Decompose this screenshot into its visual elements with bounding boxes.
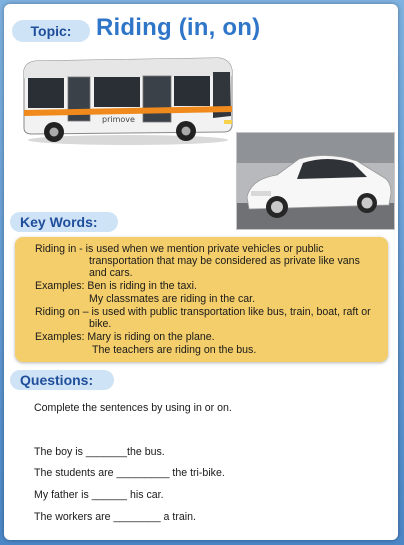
bus-image [18, 48, 238, 148]
key-word-line: transportation that may be considered as private like vans [89, 255, 360, 267]
topic-label: Topic: [12, 20, 90, 42]
question-item: The boy is _______the bus. [34, 446, 165, 458]
key-word-line: Riding on – is used with public transportation like bus, train, boat, raft or [35, 306, 371, 318]
question-instruction: Complete the sentences by using in or on. [34, 402, 232, 414]
key-words-box [15, 237, 388, 362]
key-word-line: Riding in - is used when we mention private vehicles or public [35, 243, 324, 255]
key-word-line: and cars. [89, 267, 133, 279]
question-item: The workers are ________ a train. [34, 511, 196, 523]
page-title: Riding (in, on) [96, 14, 261, 41]
questions-label: Questions: [10, 370, 114, 390]
bus-brand-text: primove [102, 115, 135, 124]
key-word-line: The teachers are riding on the bus. [92, 344, 257, 356]
key-word-line: bike. [89, 318, 112, 330]
key-word-line: Examples: Ben is riding in the taxi. [35, 280, 197, 292]
question-item: My father is ______ his car. [34, 489, 164, 501]
key-word-line: Examples: Mary is riding on the plane. [35, 331, 215, 343]
car-image [236, 132, 395, 230]
question-item: The students are _________ the tri-bike. [34, 467, 225, 479]
key-word-line: My classmates are riding in the car. [89, 293, 256, 305]
worksheet [4, 4, 398, 540]
key-words-label: Key Words: [10, 212, 118, 232]
